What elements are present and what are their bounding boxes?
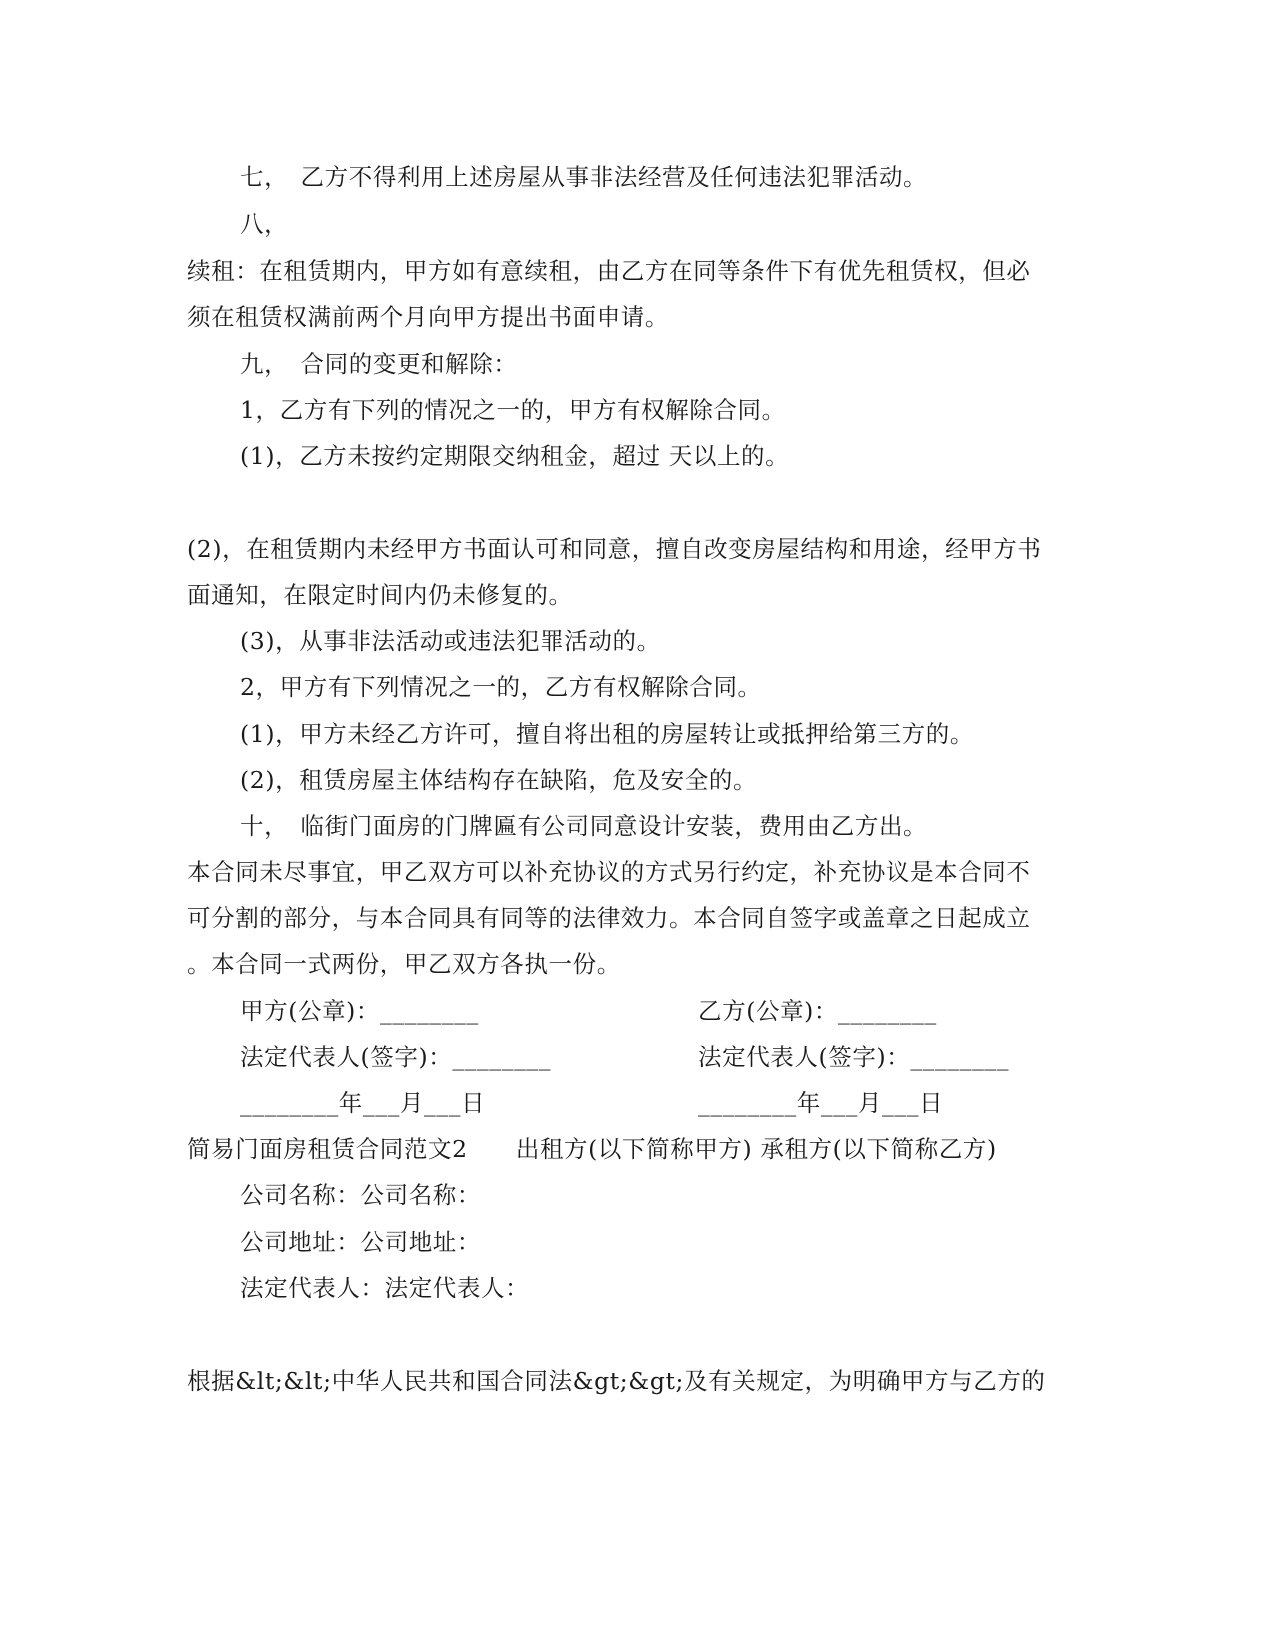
party-b-seal: 乙方(公章)：________ [698,997,937,1025]
legal-representative-line: 法定代表人：法定代表人： [240,1274,530,1302]
clause-8-text-line-1: 续租：在租赁期内，甲方如有意续租，由乙方在同等条件下有优先租赁权，但必 [187,257,1031,285]
clause-9-heading: 九， 合同的变更和解除： [240,350,518,378]
clause-7: 七， 乙方不得利用上述房屋从事非法经营及任何违法犯罪活动。 [240,163,928,191]
party-a-representative: 法定代表人(签字)：________ [240,1043,552,1071]
clause-8-text-line-2: 须在租赁权满前两个月向甲方提出书面申请。 [187,303,669,331]
company-address-line: 公司地址：公司地址： [240,1228,481,1256]
party-a-seal: 甲方(公章)：________ [240,997,479,1025]
company-name-line: 公司名称：公司名称： [240,1181,481,1209]
clause-9-item-2-sub-1: (1)，甲方未经乙方许可，擅自将出租的房屋转让或抵押给第三方的。 [240,720,974,748]
clause-9-item-1: 1，乙方有下列的情况之一的，甲方有权解除合同。 [240,396,786,424]
clause-9-item-1-sub-3: (3)，从事非法活动或违法犯罪活动的。 [240,627,661,655]
party-a-date: ________年___月___日 [240,1089,486,1117]
closing-paragraph-line-1: 本合同未尽事宜，甲乙双方可以补充协议的方式另行约定，补充协议是本合同不 [187,858,1031,886]
closing-paragraph-line-2: 可分割的部分，与本合同具有同等的法律效力。本合同自签字或盖章之日起成立 [187,904,1031,932]
clause-9-item-1-sub-2-line-2: 面通知，在限定时间内仍未修复的。 [187,581,573,609]
second-contract-title: 简易门面房租赁合同范文2 出租方(以下简称甲方) 承租方(以下简称乙方) [187,1135,997,1163]
clause-8-heading: 八， [240,210,289,238]
party-b-representative: 法定代表人(签字)：________ [698,1043,1010,1071]
clause-9-item-2-sub-2: (2)，租赁房屋主体结构存在缺陷，危及安全的。 [240,766,758,794]
clause-9-item-1-sub-2-line-1: (2)，在租赁期内未经甲方书面认可和同意，擅自改变房屋结构和用途，经甲方书 [187,535,1042,563]
clause-9-item-1-sub-1: (1)，乙方未按约定期限交纳租金，超过 天以上的。 [240,442,790,470]
clause-9-item-2: 2，甲方有下列情况之一的，乙方有权解除合同。 [240,673,762,701]
contract-basis-line: 根据&lt;&lt;中华人民共和国合同法&gt;&gt;及有关规定，为明确甲方与乙方的 [187,1367,1046,1395]
clause-10: 十， 临街门面房的门牌匾有公司同意设计安装，费用由乙方出。 [240,812,928,840]
party-b-date: ________年___月___日 [698,1089,944,1117]
closing-paragraph-line-3: 。本合同一式两份，甲乙双方各执一份。 [187,950,621,978]
